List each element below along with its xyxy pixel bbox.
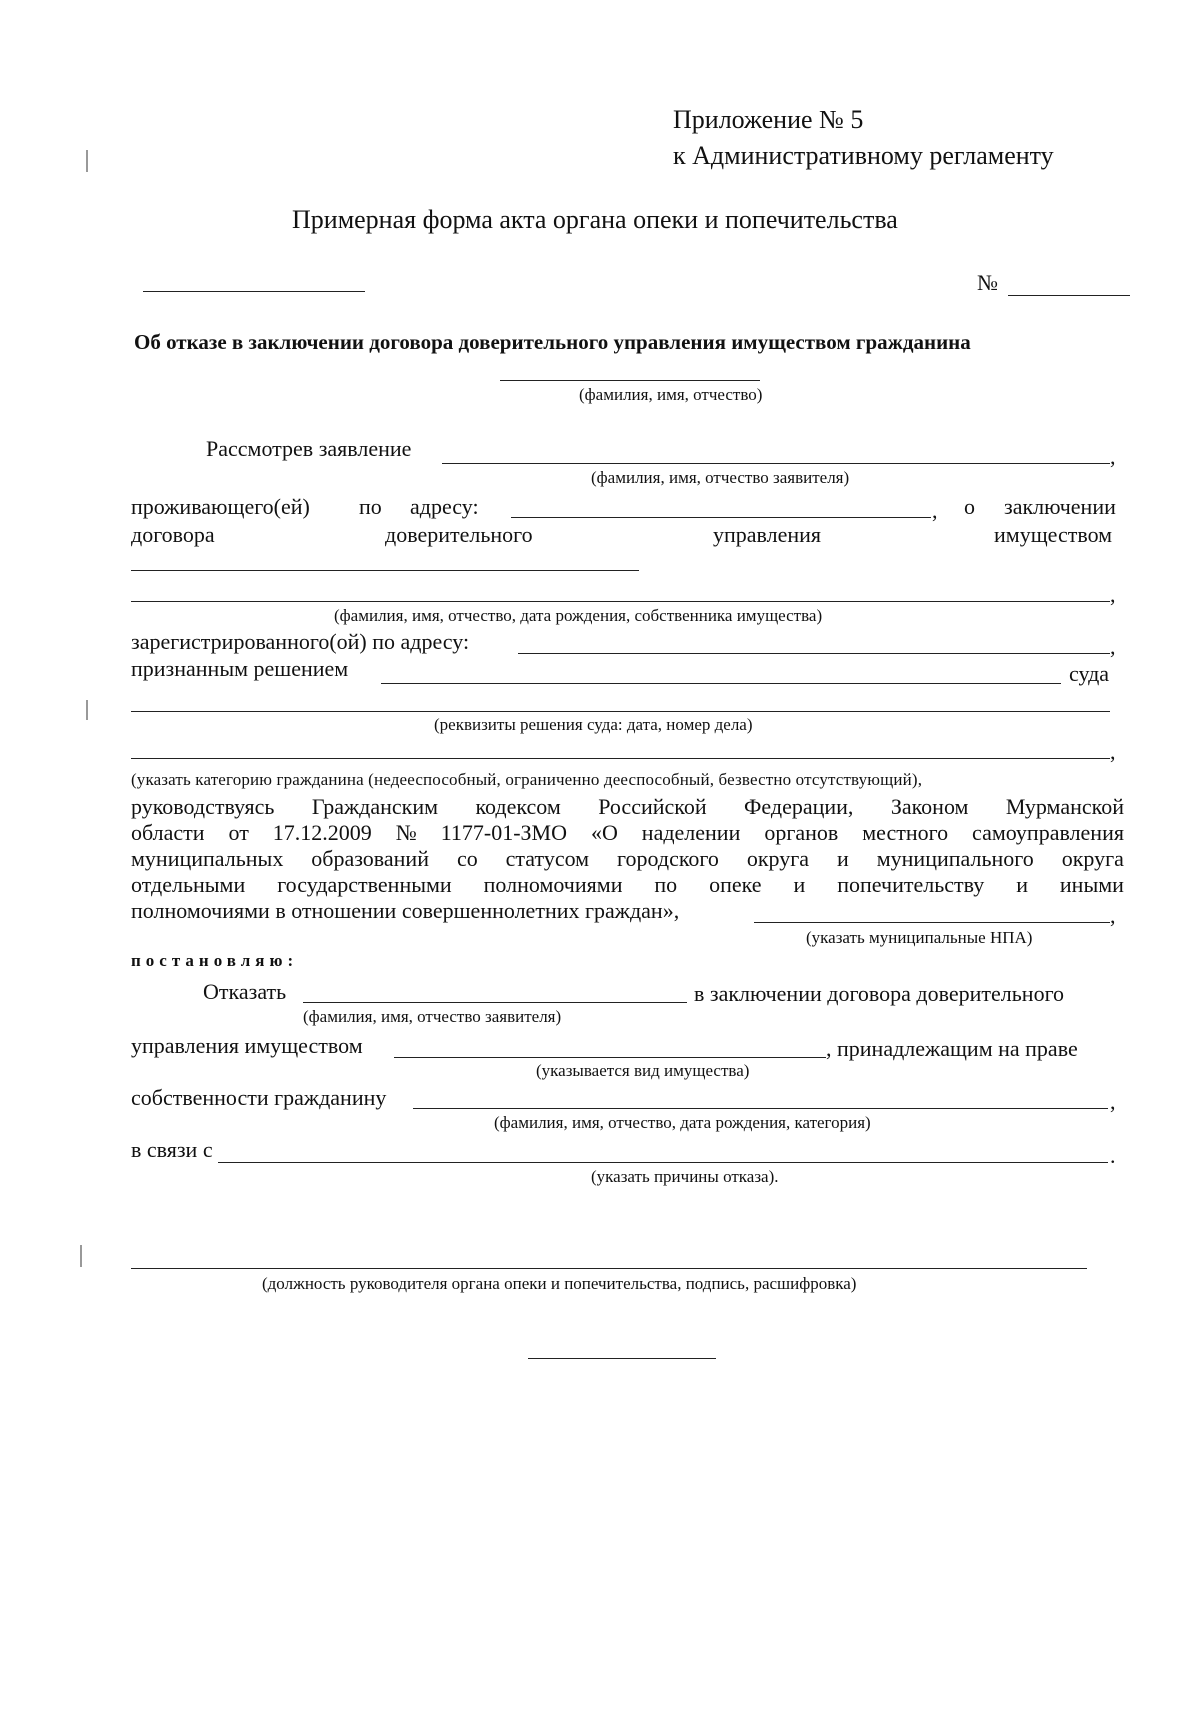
form-title: Примерная форма акта органа опеки и попечительства <box>292 205 898 234</box>
act-title: Об отказе в заключении договора доверительного управления имуществом гражданина <box>134 330 971 354</box>
guided-line-5: полномочиями в отношении совершеннолетних граждан», <box>131 898 680 923</box>
scan-mark <box>80 1245 82 1267</box>
property-owner-line <box>131 601 1110 602</box>
property-line-1 <box>131 570 639 571</box>
trust-word: доверительного <box>385 522 533 547</box>
regulation-reference: к Административному регламенту <box>673 141 1054 170</box>
caption-signature: (должность руководителя органа опеки и попечительства, подпись, расшифровка) <box>262 1274 857 1293</box>
registered-label: зарегистрированного(ой) по адресу: <box>131 629 470 654</box>
caption-fio-applicant: (фамилия, имя, отчество заявителя) <box>591 468 850 487</box>
caption-fio-applicant-2: (фамилия, имя, отчество заявителя) <box>303 1007 562 1026</box>
residing-address: адресу: <box>410 494 479 519</box>
caption-court: (реквизиты решения суда: дата, номер дела) <box>434 715 753 734</box>
scan-mark <box>86 700 88 720</box>
caption-fio: (фамилия, имя, отчество) <box>579 385 763 404</box>
court-word: суда <box>1069 661 1110 686</box>
date-field-line <box>143 291 365 292</box>
reasons-line <box>218 1162 1108 1163</box>
citizen-name-line <box>500 380 760 381</box>
court-details-line <box>131 711 1110 712</box>
caption-npa: (указать муниципальные НПА) <box>806 928 1033 947</box>
caption-owner-2: (фамилия, имя, отчество, дата рождения, категория) <box>494 1113 871 1132</box>
court-decision-line <box>381 683 1061 684</box>
recognized-label: признанным решением <box>131 656 349 681</box>
caption-owner: (фамилия, имя, отчество, дата рождения, собственника имущества) <box>334 606 823 625</box>
category-line <box>131 758 1110 759</box>
signature-line <box>131 1268 1087 1269</box>
about-conclusion: заключении <box>1004 494 1116 519</box>
number-label: № <box>977 270 998 295</box>
caption-reasons: (указать причины отказа). <box>591 1167 779 1186</box>
decree-label: постановляю: <box>131 951 299 970</box>
about-o: о <box>964 494 975 519</box>
due-to-label: в связи с <box>131 1137 213 1162</box>
property-word: имуществом <box>994 522 1113 547</box>
refuse-applicant-line <box>303 1002 687 1003</box>
residing-word: проживающего(ей) <box>131 494 310 519</box>
caption-property-type: (указывается вид имущества) <box>536 1061 750 1080</box>
scan-mark <box>86 150 88 172</box>
footer-separator <box>528 1358 716 1359</box>
applicant-address-line <box>511 517 931 518</box>
npa-line <box>754 922 1110 923</box>
appendix-number: Приложение № 5 <box>673 105 864 134</box>
number-field-line <box>1008 295 1130 296</box>
residing-po: по <box>359 494 382 519</box>
ownership-label: собственности гражданину <box>131 1085 387 1110</box>
guided-line-1: руководствуясь Гражданским кодексом Российской Федерации, Законом Мурманской <box>131 794 1124 819</box>
guided-line-4: отдельными государственными полномочиями по опеке и попечительству и иными <box>131 872 1124 897</box>
management-label: управления имуществом <box>131 1033 363 1058</box>
considered-label: Рассмотрев заявление <box>206 436 412 461</box>
belonging-label: , принадлежащим на праве <box>826 1036 1078 1061</box>
refuse-tail: в заключении договора доверительного <box>694 981 1065 1006</box>
document-page: Приложение № 5 к Административному регламенту Примерная форма акта органа опеки и попечительства № Об отказе в заключении договора доверительного управления имуществом гражданина (фамилия, имя, отчество) Рассмотрев заявление , (фамилия, имя, отчество заявителя) проживающего(ей) по адресу: , о заключении договора доверительного управления имуществом , (фамилия, имя, отчество, дата рождения, собственника имущества) зарегистрированного(ой) по адресу: , признанным решением суда (реквизиты решения суда: дата, номер дела) , (указать категорию гражданина (недееспособный, ограниченно дееспособный, безвестно отсутствующий), руководствуясь Гражданским кодексом Российской Федерации, Законом Мурманской области от 17.12.2009 № 1177-01-ЗМО «О наделении органов местного самоуправления муниципальных образований со статусом городского округа и муниципального округа отдельными государственными полномочиями по опеке и попечительству и иными полномочиями в отношении совершеннолетних граждан», , (указать муниципальные НПА) постановляю: Отказать в заключении договора доверительного (фамилия, имя, отчество заявителя) управления имуществом , принадлежащим на праве (указывается вид имущества) собственности гражданину , (фамилия, имя, отчество, дата рождения, категория) в связи с . (указать причины отказа). (должность руководителя органа опеки и попечительства, подпись, расшифровка) <box>0 0 1200 1713</box>
contract-word: договора <box>131 522 215 547</box>
management-word: управления <box>713 522 822 547</box>
guided-line-2: области от 17.12.2009 № 1177-01-ЗМО «О наделении органов местного самоуправления <box>131 820 1124 845</box>
applicant-line <box>442 463 1110 464</box>
property-type-line <box>394 1057 826 1058</box>
guided-line-3: муниципальных образований со статусом городского округа и муниципального округа <box>131 846 1124 871</box>
refuse-label: Отказать <box>203 979 287 1004</box>
caption-category: (указать категорию гражданина (недееспособный, ограниченно дееспособный, безвестно отсутствующий), <box>131 770 923 789</box>
owner-address-line <box>518 653 1110 654</box>
owner-line-2 <box>413 1108 1108 1109</box>
